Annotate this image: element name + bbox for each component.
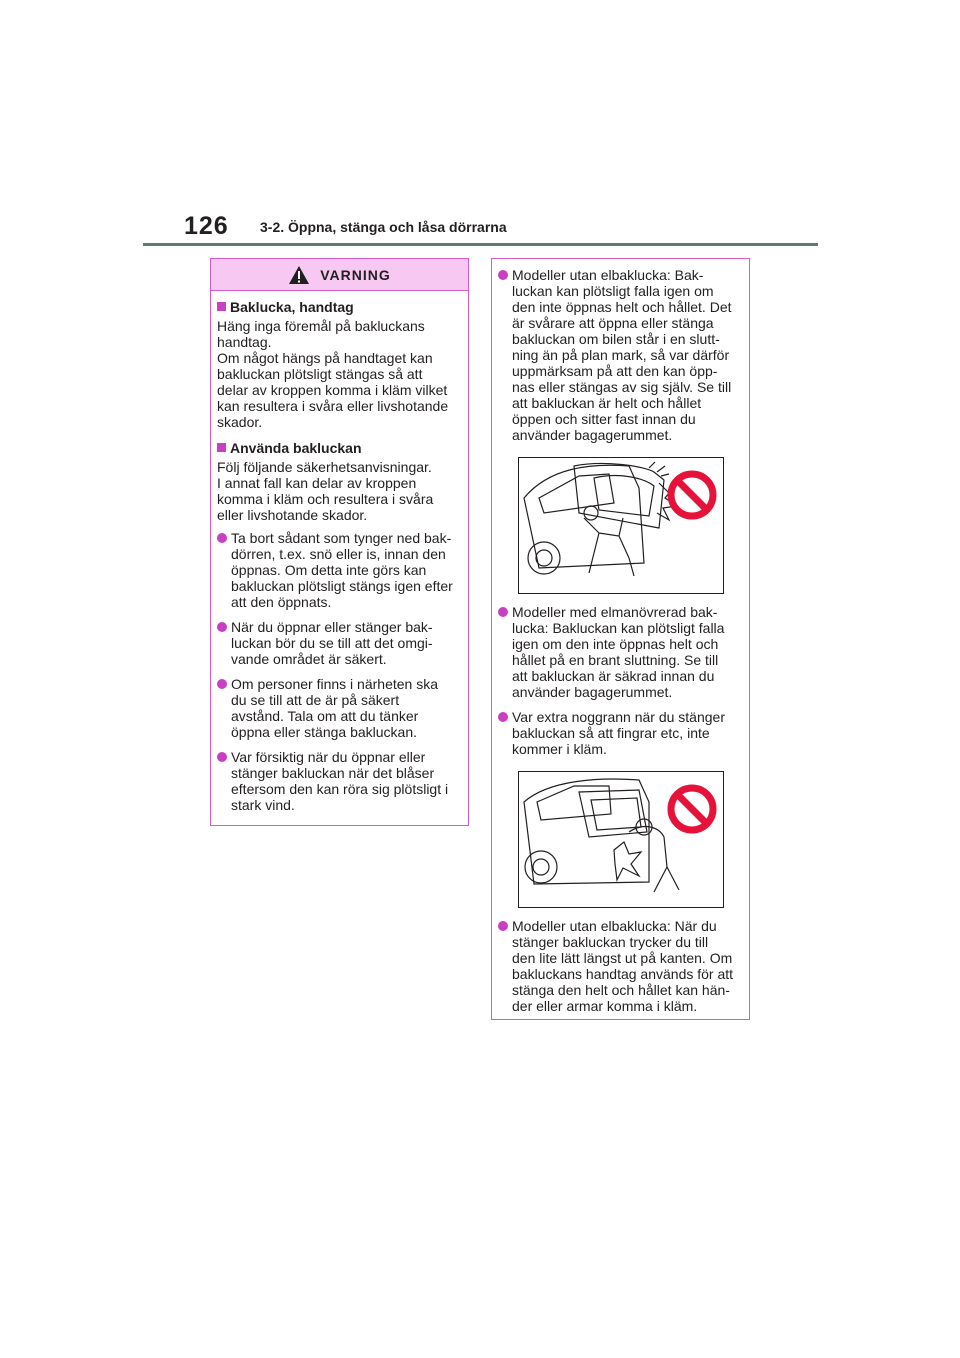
page-number: 126	[184, 212, 229, 240]
bullet-dot-icon	[217, 622, 227, 632]
list-item: Var försiktig när du öppnar eller stänger bakluckan när det blåser eftersom den kan röra sig plötsligt i stark vind.	[217, 749, 460, 813]
bullet-dot-icon	[217, 679, 227, 689]
list-item: Modeller utan elbaklucka: När du stänger bakluckan trycker du till den lite lätt längst ut på kanten. Om bakluckans handtag används för att stänga den helt och hållet kan hän- der eller armar komma i kläm.	[498, 918, 741, 1014]
illustration-tailgate-falling	[518, 457, 724, 594]
bullet-dot-icon	[498, 607, 508, 617]
list-item: Var extra noggrann när du stänger bakluckan så att fingrar etc, inte kommer i kläm.	[498, 709, 741, 757]
bullet-dot-icon	[498, 921, 508, 931]
warning-box	[210, 258, 469, 826]
warning-box-continued	[491, 258, 750, 1020]
list-item: När du öppnar eller stänger bak- luckan bör du se till att det omgi- vande området är säkert.	[217, 619, 460, 667]
list-item: Modeller utan elbaklucka: Bak- luckan kan plötsligt falla igen om den inte öppnas helt och hållet. Det är svårare att öppna eller stänga bakluckan om bilen står i en slutt- ning än på plan mark, så var därför uppmärksam på att den kan öpp- nas eller stängas av sig själv. Se till att bakluckan är helt och hållet öppen och sitter fast innan du använder bagagerummet.	[498, 267, 741, 443]
paragraph-handle-warning: Häng inga föremål på bakluckans handtag. Om något hängs på handtaget kan bakluckan plötsligt stängas så att delar av kroppen komma i kläm vilket kan resultera i svåra eller livshotande skador.	[217, 318, 449, 430]
warning-header	[211, 259, 468, 291]
bullet-list-left	[217, 530, 460, 813]
illustration-fingers-caught	[518, 771, 724, 908]
prohibition-icon	[666, 469, 718, 521]
warning-triangle-icon	[288, 265, 310, 285]
list-item: Ta bort sådant som tynger ned bak- dörren, t.ex. snö eller is, innan den öppnas. Om detta inte görs kan bakluckan plötsligt stängs igen efter att den öppnats.	[217, 530, 460, 610]
warning-content	[211, 291, 468, 813]
paragraph-safety-instructions: Följ följande säkerhetsanvisningar. I annat fall kan delar av kroppen komma i kläm och resultera i svåra eller livshotande skador.	[217, 459, 434, 523]
heading-using-tailgate: Använda bakluckan	[217, 440, 460, 456]
list-item: Modeller med elmanövrerad bak- lucka: Bakluckan kan plötsligt falla igen om den inte öppnas helt och hållet på en brant sluttning. Se till att bakluckan är säkrad innan du använder bagagerummet.	[498, 604, 741, 700]
list-item: Om personer finns i närheten ska du se till att de är på säkert avstånd. Tala om att du tänker öppna eller stänga bakluckan.	[217, 676, 460, 740]
section-title: 3-2. Öppna, stänga och låsa dörrarna	[260, 219, 507, 235]
bullet-dot-icon	[498, 712, 508, 722]
prohibition-icon	[666, 783, 718, 835]
square-bullet-icon	[217, 302, 226, 311]
header-rule	[143, 243, 818, 246]
bullet-dot-icon	[217, 533, 227, 543]
warning-content-continued	[492, 259, 749, 1014]
bullet-dot-icon	[498, 270, 508, 280]
square-bullet-icon	[217, 443, 226, 452]
warning-title: VARNING	[320, 266, 391, 283]
heading-tailgate-handle: Baklucka, handtag	[217, 299, 460, 315]
bullet-dot-icon	[217, 752, 227, 762]
